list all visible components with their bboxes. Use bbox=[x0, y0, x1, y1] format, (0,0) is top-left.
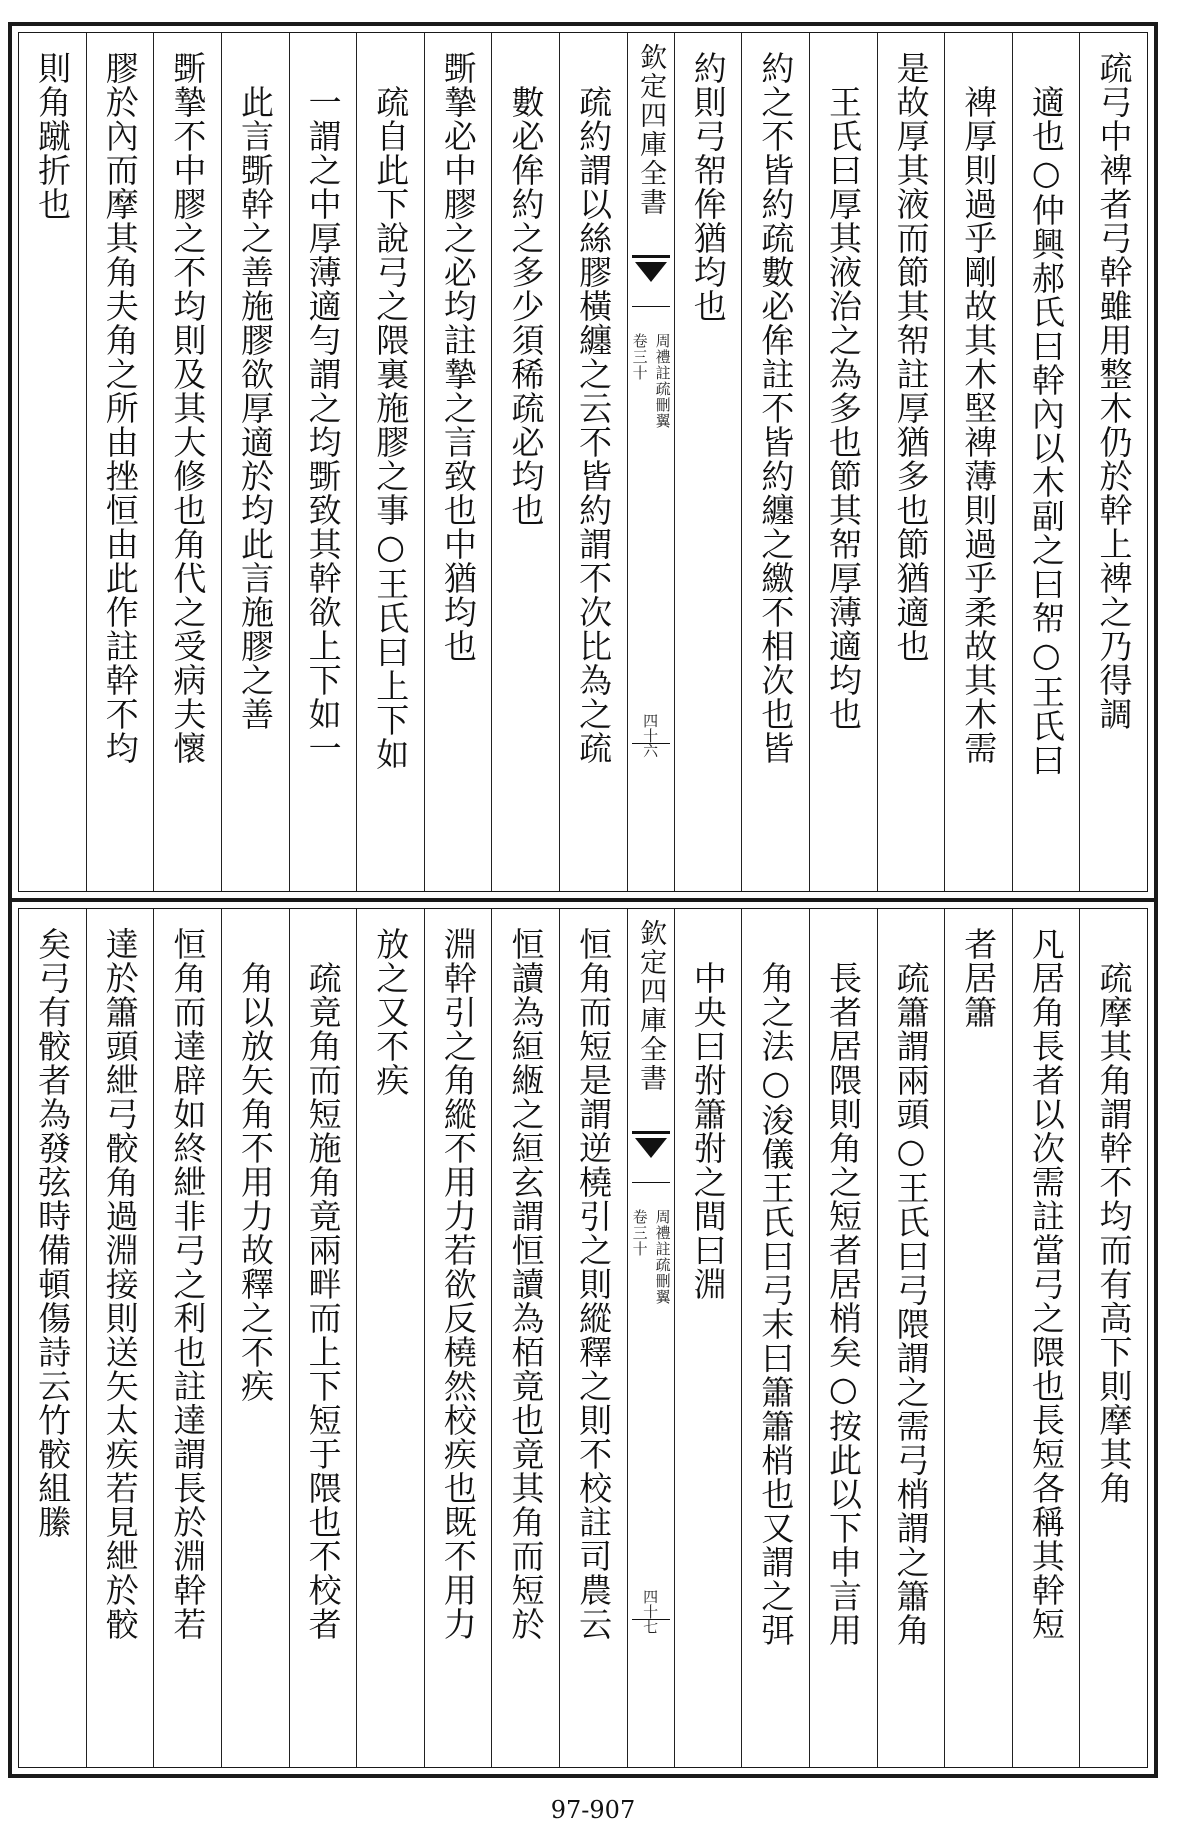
column-text: 者居簫 bbox=[959, 927, 999, 1029]
text-column bbox=[1012, 909, 1080, 1767]
text-column bbox=[1079, 909, 1147, 1767]
text-column bbox=[944, 33, 1012, 891]
column-text: 疏竟角而短施角竟兩畔而上下短于隈也不校者 bbox=[303, 961, 343, 1641]
text-column bbox=[19, 909, 86, 1767]
spine-page-number: 四十六 bbox=[641, 713, 660, 758]
column-text: 一謂之中厚薄適勻謂之均斲致其幹欲上下如一 bbox=[303, 85, 343, 765]
text-column bbox=[86, 33, 154, 891]
spine-book-name: 周禮註疏刪翼 bbox=[653, 1209, 672, 1305]
center-spine bbox=[627, 33, 674, 891]
text-column bbox=[674, 33, 742, 891]
text-column bbox=[1079, 33, 1147, 891]
column-text: 達於簫頭紲弓骹角過淵接則送矢太疾若見紲於骹 bbox=[100, 927, 140, 1641]
page-panel-top bbox=[8, 22, 1158, 902]
text-column bbox=[19, 33, 86, 891]
text-column bbox=[491, 909, 559, 1767]
spine-volume: 卷三十 bbox=[630, 333, 649, 381]
text-column bbox=[356, 909, 424, 1767]
column-text: 是故厚其液而節其帤註厚猶多也節猶適也 bbox=[891, 51, 931, 663]
column-text: 裨厚則過乎剛故其木堅裨薄則過乎柔故其木需 bbox=[959, 85, 999, 765]
page-panel-bottom bbox=[8, 898, 1158, 1778]
column-text: 矣弓有骹者為發弦時備頓傷詩云竹骹組縢 bbox=[33, 927, 73, 1539]
text-column bbox=[221, 33, 289, 891]
column-text: 疏摩其角謂幹不均而有高下則摩其角 bbox=[1094, 961, 1134, 1505]
column-text: 疏弓中裨者弓幹雖用整木仍於幹上裨之乃得調 bbox=[1094, 51, 1134, 731]
spine-page-number: 四十七 bbox=[641, 1589, 660, 1634]
column-text: 角之法○浚儀王氏曰弓末曰簫簫梢也又謂之弭 bbox=[756, 961, 796, 1647]
column-text: 恒角而達辟如終紲非弓之利也註達謂長於淵幹若 bbox=[168, 927, 208, 1641]
column-text: 疏簫謂兩頭○王氏曰弓隈謂之需弓梢謂之簫角 bbox=[891, 961, 931, 1647]
text-column bbox=[559, 909, 627, 1767]
column-text: 疏約謂以絲膠橫纏之云不皆約謂不次比為之疏 bbox=[574, 85, 614, 765]
column-text: 適也○仲興郝氏曰幹內以木副之曰帤○王氏曰 bbox=[1026, 85, 1066, 777]
text-column bbox=[559, 33, 627, 891]
column-text: 淵幹引之角縱不用力若欲反橈然校疾也既不用力 bbox=[438, 927, 478, 1641]
text-column bbox=[86, 909, 154, 1767]
spine-book-name: 周禮註疏刪翼 bbox=[653, 333, 672, 429]
spine-title: 欽定四庫全書 bbox=[635, 43, 667, 217]
text-column bbox=[153, 33, 221, 891]
text-column bbox=[741, 909, 809, 1767]
text-column bbox=[809, 33, 877, 891]
column-text: 此言斲幹之善施膠欲厚適於均此言施膠之善 bbox=[235, 85, 275, 731]
column-text: 放之又不疾 bbox=[371, 927, 411, 1097]
text-column bbox=[809, 909, 877, 1767]
text-column bbox=[674, 909, 742, 1767]
spine-volume: 卷三十 bbox=[630, 1209, 649, 1257]
column-text: 角以放矢角不用力故釋之不疾 bbox=[235, 961, 275, 1403]
column-text: 長者居隈則角之短者居梢矣○按此以下申言用 bbox=[823, 961, 863, 1647]
column-text: 王氏曰厚其液治之為多也節其帤厚薄適均也 bbox=[823, 85, 863, 731]
spine-book-title bbox=[629, 333, 673, 429]
fishtail-mark-icon bbox=[632, 1131, 670, 1183]
text-column bbox=[741, 33, 809, 891]
page-number-footer: 97-907 bbox=[550, 1796, 636, 1824]
text-column bbox=[153, 909, 221, 1767]
text-column bbox=[877, 909, 945, 1767]
text-column bbox=[221, 909, 289, 1767]
spine-title: 欽定四庫全書 bbox=[635, 919, 667, 1093]
text-column bbox=[1012, 33, 1080, 891]
spine-book-title bbox=[629, 1209, 673, 1305]
text-column bbox=[877, 33, 945, 891]
text-column bbox=[289, 33, 357, 891]
column-text: 斲摯必中膠之必均註摯之言致也中猶均也 bbox=[438, 51, 478, 663]
divider bbox=[632, 743, 670, 744]
fishtail-mark-icon bbox=[632, 255, 670, 307]
text-column bbox=[356, 33, 424, 891]
text-column bbox=[424, 909, 492, 1767]
column-text: 斲摯不中膠之不均則及其大修也角代之受病夫懷 bbox=[168, 51, 208, 765]
column-text: 約之不皆約疏數必侔註不皆約纏之繳不相次也皆 bbox=[756, 51, 796, 765]
text-column bbox=[491, 33, 559, 891]
column-text: 約則弓帤侔猶均也 bbox=[688, 51, 728, 323]
center-spine bbox=[627, 909, 674, 1767]
column-text: 數必侔約之多少須稀疏必均也 bbox=[506, 85, 546, 527]
column-text: 疏自此下說弓之隈裏施膠之事○王氏曰上下如 bbox=[371, 85, 411, 771]
text-column bbox=[424, 33, 492, 891]
text-column bbox=[944, 909, 1012, 1767]
text-column bbox=[289, 909, 357, 1767]
column-text: 則角蹴折也 bbox=[33, 51, 73, 221]
column-text: 恒角而短是謂逆橈引之則縱釋之則不校註司農云 bbox=[574, 927, 614, 1641]
column-text: 膠於內而摩其角夫角之所由挫恒由此作註幹不均 bbox=[100, 51, 140, 765]
column-text: 恒讀為絙緪之絙玄謂恒讀為栢竟也竟其角而短於 bbox=[506, 927, 546, 1641]
column-text: 凡居角長者以次需註當弓之隈也長短各稱其幹短 bbox=[1026, 927, 1066, 1641]
divider bbox=[632, 1619, 670, 1620]
column-text: 中央曰弣簫弣之間曰淵 bbox=[688, 961, 728, 1301]
